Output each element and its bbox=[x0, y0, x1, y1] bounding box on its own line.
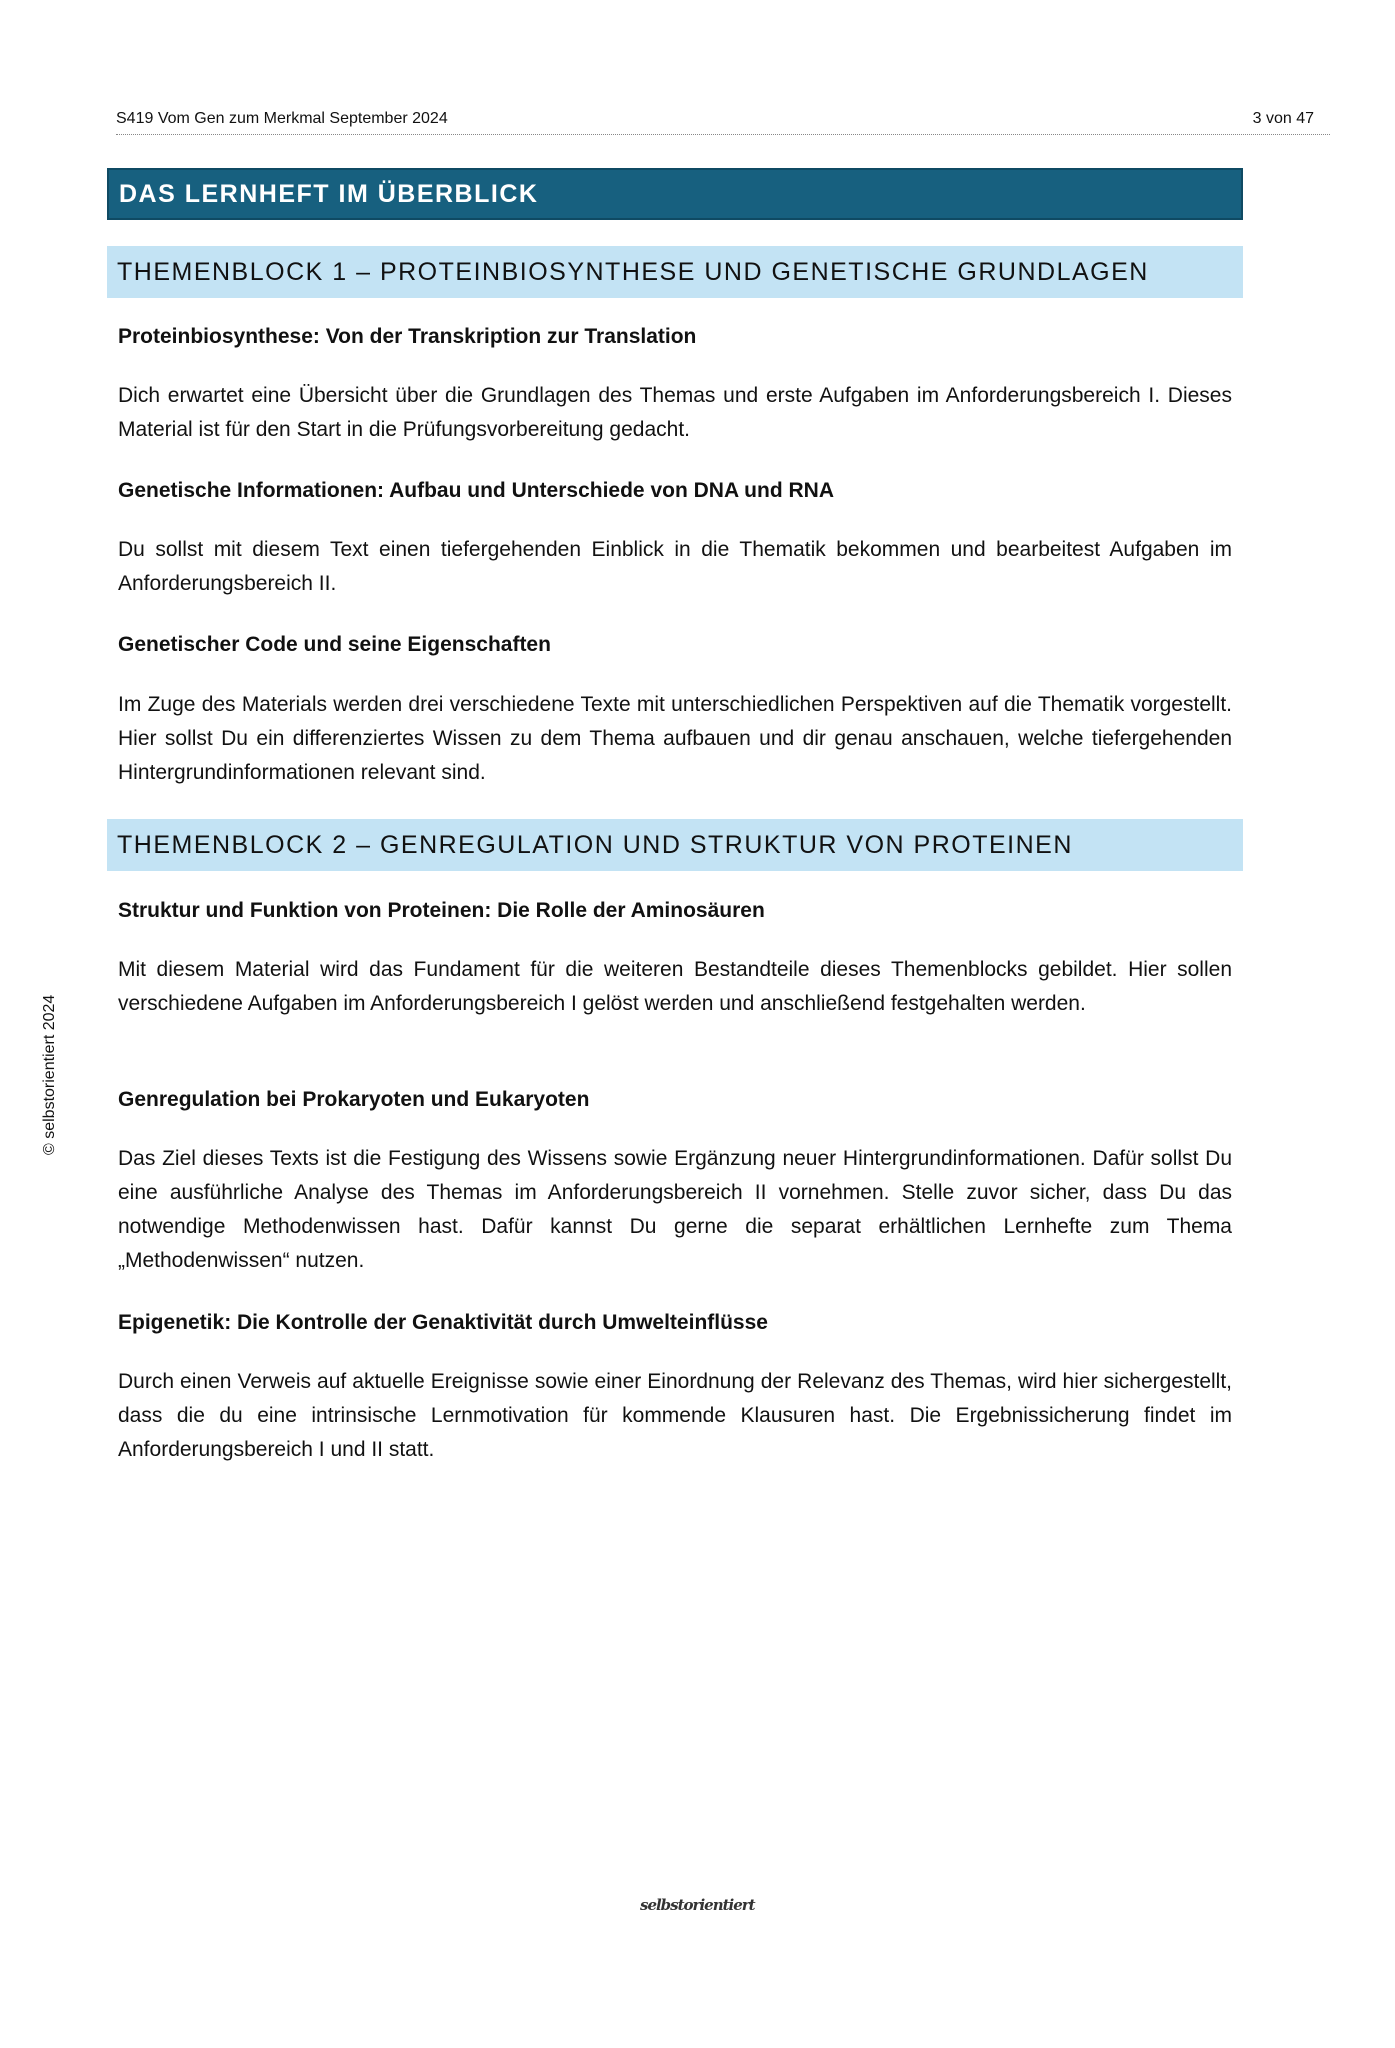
main-title-banner bbox=[107, 168, 1243, 220]
page-header bbox=[116, 110, 1330, 135]
section-text: Durch einen Verweis auf aktuelle Ereignisse sowie einer Einordnung der Relevanz des Themas, wird hier sichergestellt, dass die du eine intrinsische Lernmotivation für kommende Klausuren hast. Die Ergebnissicherung findet im Anforderungsbereich I und II statt. bbox=[118, 1370, 1232, 1461]
section-text: Mit diesem Material wird das Fundament für die weiteren Bestandteile dieses Themenblocks gebildet. Hier sollen verschiedene Aufgaben im Anforderungsbereich I gelöst werden und anschließend festgehalten werden. bbox=[118, 958, 1232, 1015]
section-text: Im Zuge des Materials werden drei verschiedene Texte mit unterschiedlichen Perspektiven auf die Thematik vorgestellt. Hier sollst Du ein differenziertes Wissen zu dem Thema aufbauen und dir genau anschauen, welche tiefergehenden Hintergrundinformationen relevant sind. bbox=[118, 693, 1232, 784]
block-1-title: THEMENBLOCK 1 – PROTEINBIOSYNTHESE UND GENETISCHE GRUNDLAGEN bbox=[117, 258, 1149, 286]
copyright-sidebar: © selbstorientiert 2024 bbox=[41, 994, 58, 1155]
section-heading: Epigenetik: Die Kontrolle der Genaktivität durch Umwelteinflüsse bbox=[118, 1311, 768, 1334]
block-2-title: THEMENBLOCK 2 – GENREGULATION UND STRUKTUR VON PROTEINEN bbox=[117, 831, 1073, 859]
section-heading: Proteinbiosynthese: Von der Transkription zur Translation bbox=[118, 325, 697, 348]
section-text: Du sollst mit diesem Text einen tiefergehenden Einblick in die Thematik bekommen und bearbeitest Aufgaben im Anforderungsbereich II. bbox=[118, 538, 1232, 595]
block-2-banner bbox=[107, 819, 1243, 871]
page-number: 3 von 47 bbox=[1252, 110, 1314, 127]
main-title: DAS LERNHEFT IM ÜBERBLICK bbox=[119, 180, 539, 208]
section-heading: Struktur und Funktion von Proteinen: Die Rolle der Aminosäuren bbox=[118, 899, 765, 922]
footer-logo: selbstorientiert bbox=[640, 1896, 755, 1914]
section-heading: Genregulation bei Prokaryoten und Eukaryoten bbox=[118, 1088, 590, 1111]
section-heading: Genetischer Code und seine Eigenschaften bbox=[118, 633, 551, 656]
block-1-banner bbox=[107, 246, 1243, 298]
section-text: Dich erwartet eine Übersicht über die Grundlagen des Themas und erste Aufgaben im Anforderungsbereich I. Dieses Material ist für den Start in die Prüfungsvorbereitung gedacht. bbox=[118, 384, 1232, 441]
header-title: S419 Vom Gen zum Merkmal September 2024 bbox=[116, 110, 448, 127]
section-heading: Genetische Informationen: Aufbau und Unterschiede von DNA und RNA bbox=[118, 479, 834, 502]
section-text: Das Ziel dieses Texts ist die Festigung des Wissens sowie Ergänzung neuer Hintergrundinformationen. Dafür sollst Du eine ausführliche Analyse des Themas im Anforderungsbereich II vornehmen. Stelle zuvor sicher, dass Du das notwendige Methodenwissen hast. Dafür kannst Du gerne die separat erhältlichen Lernhefte zum Thema „Methodenwissen“ nutzen. bbox=[118, 1147, 1232, 1272]
